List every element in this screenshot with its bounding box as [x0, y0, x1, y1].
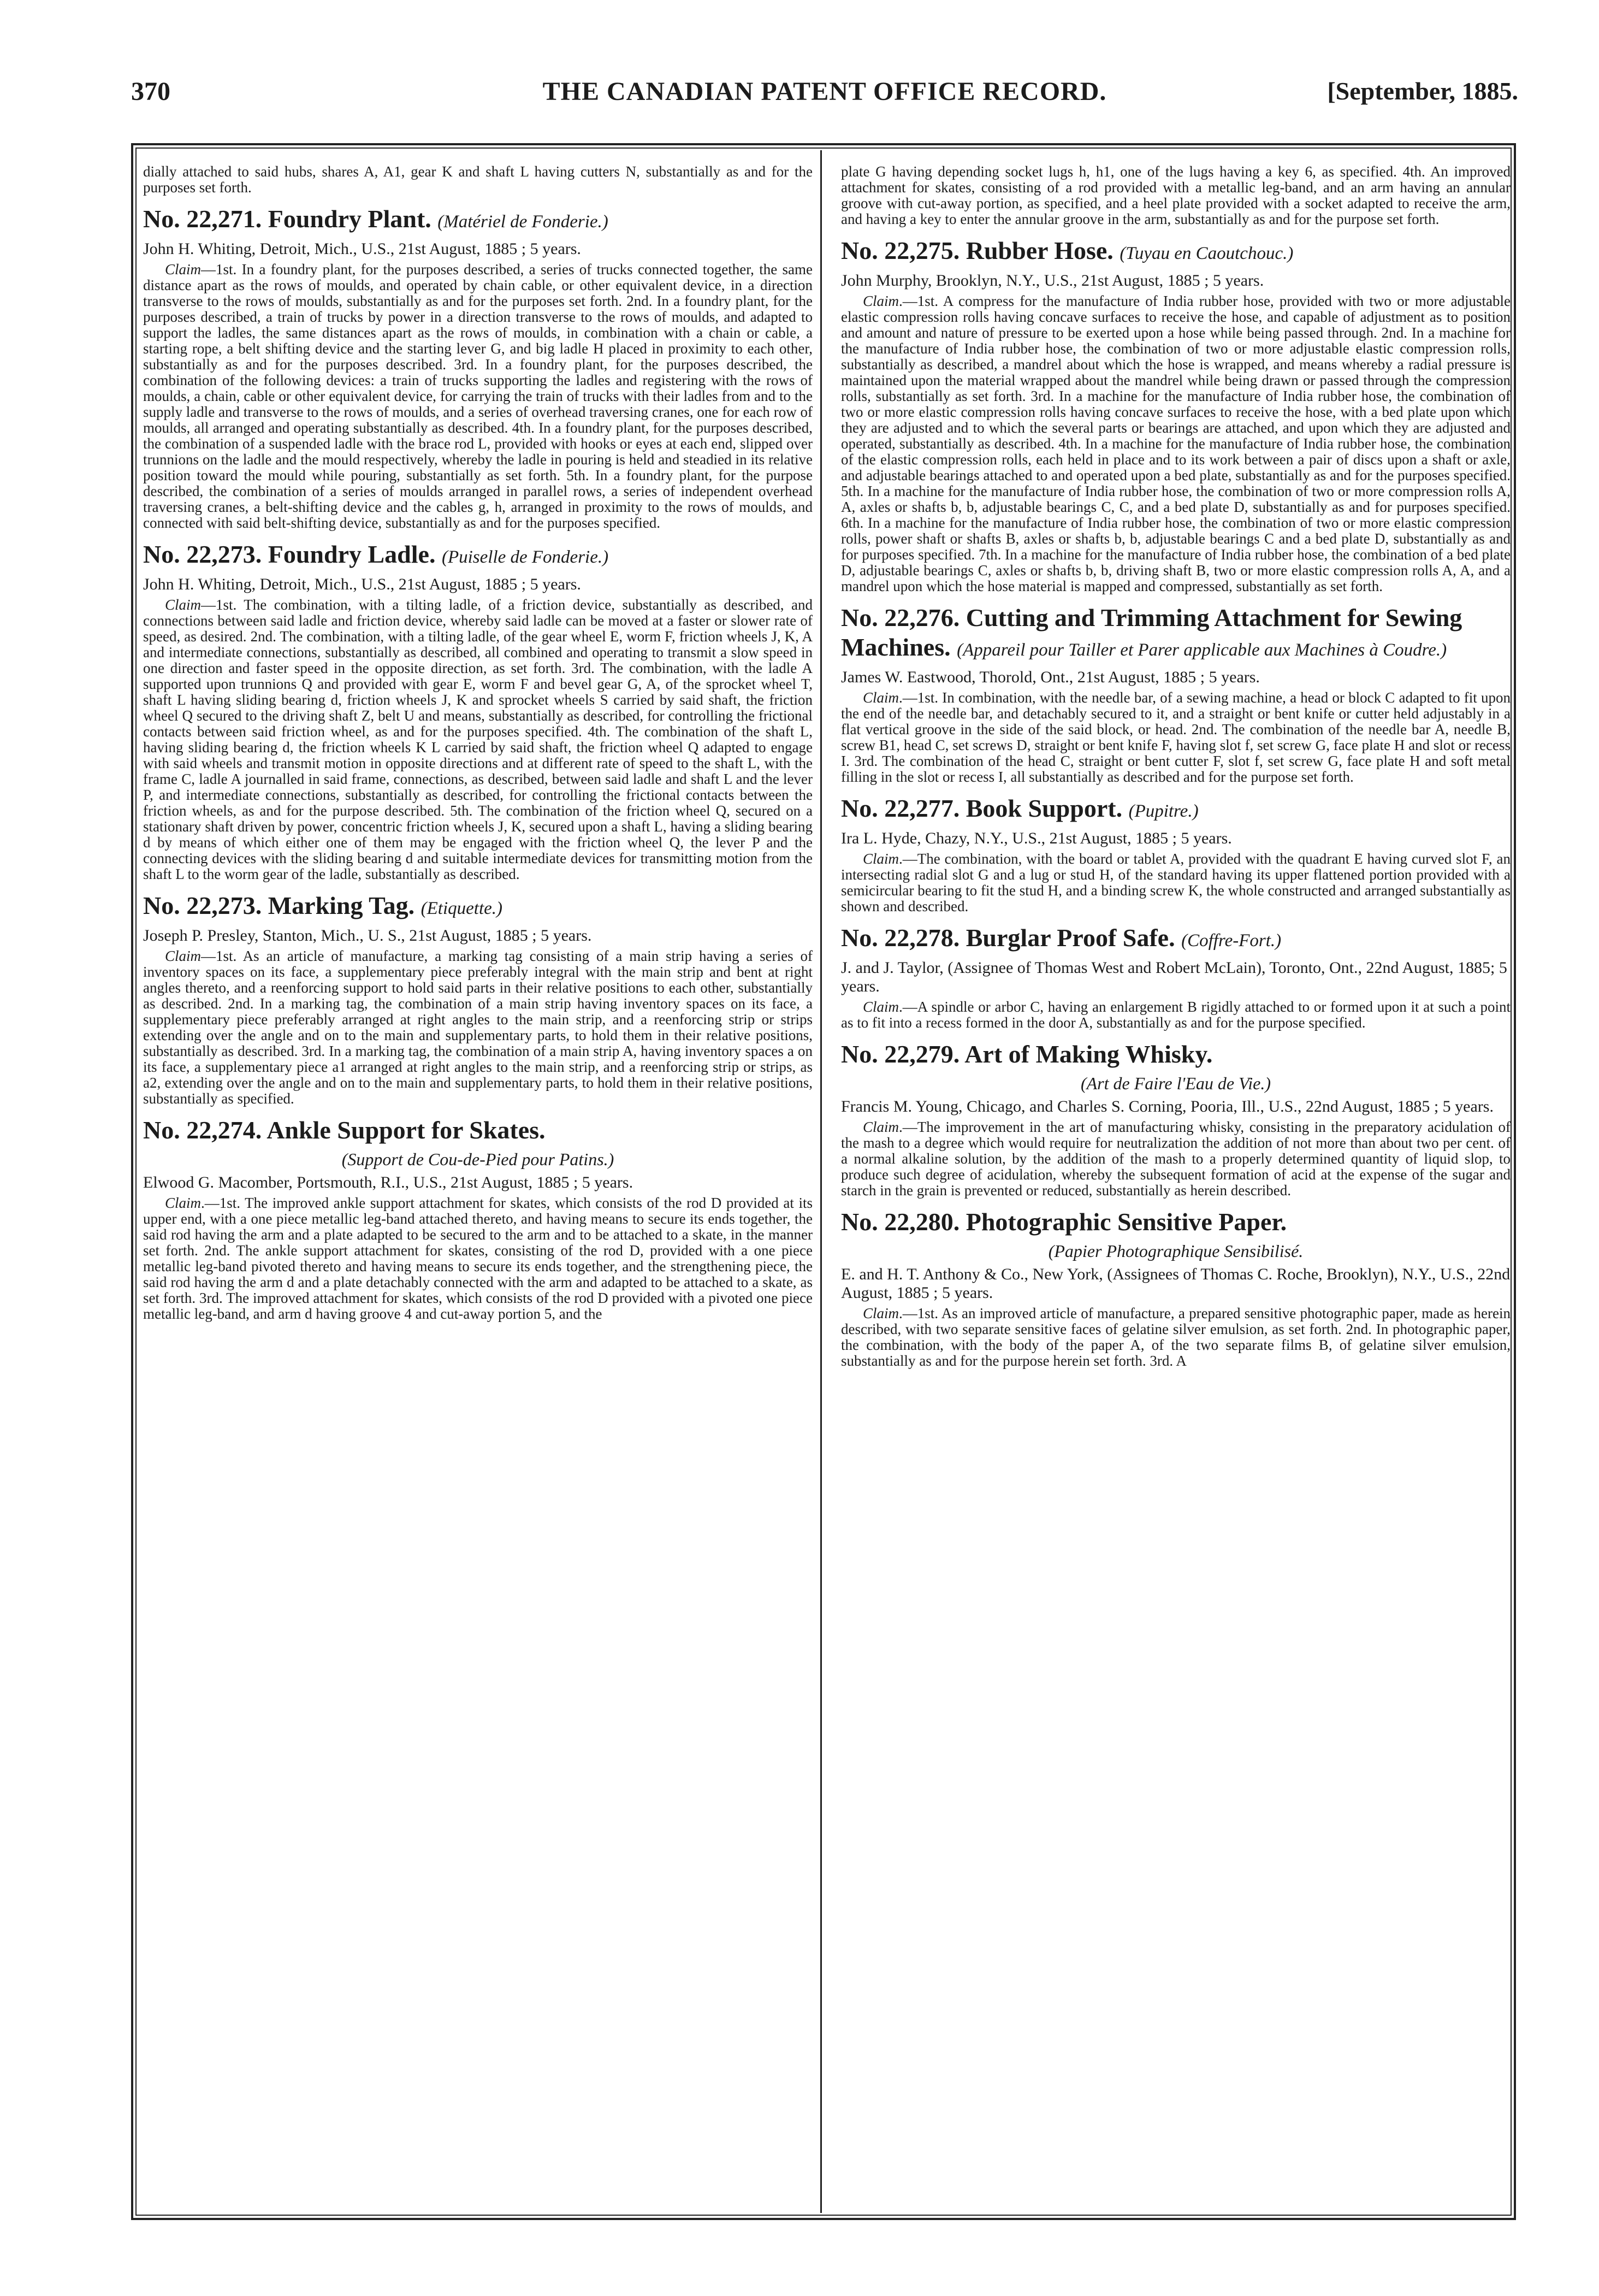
french-title: (Pupitre.) [1128, 801, 1199, 821]
claim-label: Claim [165, 597, 202, 613]
page-header [131, 76, 1518, 126]
claim-label: Claim [165, 261, 202, 278]
claim-body: —1st. In a foundry plant, for the purposes described, a series of trucks connected together, the same distance apart as the rows of moulds, and operated by chain cable, or other equivalent device, in a direction transverse to the rows of moulds, substantially as and for the purposes set forth. 2nd. In a foundry plant, for the purposes described, a train of trucks by power in a direction transverse to the rows of moulds, and adapted to support the ladles, the same distances apart as the rows of moulds, in combination with a chain or cable, a starting rope, a belt shifting device and the starting lever G, and big ladle H placed in proximity to each other, substantially as and for the purposes described. 3rd. In a foundry plant, for the purposes described, the combination of the following devices: a train of trucks supporting the ladles and registering with the rows of moulds, a chain, cable or other equivalent device, for carrying the train of trucks with their ladles from and to the supply ladle and transverse to the rows of moulds, and a series of overhead traversing cranes, one for each row of moulds, all arranged and operating substantially as described. 4th. In a foundry plant, for the purposes described, the combination of a suspended ladle with the brace rod L, provided with hooks or eyes at each end, slipped over trunnions on the ladle and the mould respectively, whereby the ladle in pouring is held and steadied in its relative position toward the mould while pouring, substantially as set forth. 5th. In a foundry plant, for the purpose described, the combination of a series of moulds arranged in parallel rows, a series of independent overhead traversing cranes, a belt-shifting device and the cables g, h, arranged in proximity to the rows of moulds, and connected with said belt-shifting device, substantially as and for the purposes specified. [143, 261, 813, 531]
patent-title: Rubber Hose. [966, 237, 1114, 264]
entry-heading [143, 204, 813, 237]
patent-number: No. 22,273. [143, 540, 262, 568]
entry-heading [841, 236, 1511, 268]
claim-text [841, 293, 1511, 594]
claim-text [143, 262, 813, 531]
patent-title: Burglar Proof Safe. [966, 924, 1175, 952]
claim-text [143, 948, 813, 1107]
patent-number: No. 22,271. [143, 205, 262, 233]
page-number: 370 [131, 77, 170, 106]
french-title: (Puiselle de Fonderie.) [441, 547, 609, 567]
patent-number: No. 22,279. [841, 1040, 960, 1068]
patent-number: No. 22,274. [143, 1116, 262, 1144]
entry-heading [841, 923, 1511, 955]
patent-entry [143, 1115, 813, 1322]
entry-heading [841, 603, 1511, 665]
patent-byline: John H. Whiting, Detroit, Mich., U.S., 21st August, 1885 ; 5 years. [143, 240, 581, 258]
claim-text [841, 851, 1511, 914]
patent-byline: John H. Whiting, Detroit, Mich., U.S., 21st August, 1885 ; 5 years. [143, 575, 581, 593]
patent-title: Marking Tag. [268, 892, 415, 919]
patent-byline: John Murphy, Brooklyn, N.Y., U.S., 21st August, 1885 ; 5 years. [841, 271, 1264, 290]
entry-heading [841, 1040, 1511, 1069]
french-title: (Matériel de Fonderie.) [437, 212, 608, 232]
claim-body: .—The improvement in the art of manufacturing whisky, consisting in the preparatory acidulation of the mash to a degree which would require for neutralization the addition of not more than about two per cent. of a normal alkaline solution, by the addition of the mash to a properly determined quantity of liquid slop, to produce such degree of acidulation, whereby the subsequent formation of acid at the expense of the sugar and starch in the grain is prevented or reduced, substantially as herein described. [841, 1119, 1511, 1199]
patent-entry [143, 540, 813, 882]
claim-text [841, 999, 1511, 1031]
patent-byline: Francis M. Young, Chicago, and Charles S. Corning, Pooria, Ill., U.S., 22nd August, 1885 ; 5 years. [841, 1097, 1494, 1115]
patent-entry [841, 603, 1511, 785]
claim-text [841, 1119, 1511, 1199]
patent-number: No. 22,276. [841, 604, 960, 631]
claim-body: —1st. The combination, with a tilting ladle, of a friction device, substantially as described, and connections between said ladle and friction device, whereby said ladle can be moved at a faster or slower rate of speed, as desired. 2nd. The combination, with a tilting ladle, of the gear wheel E, worm F, friction wheels J, K, A and intermediate connections, substantially as described, all combined and operating to transmit a slow speed in one direction and faster speed in the opposite direction, as set forth. 3rd. The combination, with the ladle A supported upon trunnions Q and provided with gear E, worm F and bevel gear G, A, of the sprocket wheel T, shaft L having sliding bearing d, friction wheels J, K and sprocket wheels S carried by said shaft, the friction wheel Q secured to the driving shaft Z, belt U and means, substantially as described, for controlling the frictional contacts between said friction wheel, as and for the purposes specified. 4th. The combination of the shaft L, having sliding bearing d, the friction wheels K L carried by said shaft, the friction wheel Q adapted to engage with said wheels and transmit motion in opposite directions and at different rate of speed to the shaft L, with the frame C, ladle A journalled in said frame, connections, as described, between said ladle and shaft L and the lever P, and intermediate connections, substantially as described, for controlling the frictional contacts between the friction wheels, as and for the purpose described. 5th. The combination of the friction wheel Q, secured on a stationary shaft driven by power, concentric friction wheels J, K, secured upon a shaft L, having a sliding bearing d by means of which either one of them may be engaged with the friction wheel Q, the lever P and the connecting devices with the sliding bearing d and suitable intermediate devices for transmitting motion from the shaft L to the worm gear of the ladle, substantially as described. [143, 597, 813, 882]
patent-byline: Joseph P. Presley, Stanton, Mich., U. S., 21st August, 1885 ; 5 years. [143, 926, 592, 945]
entry-heading [143, 891, 813, 923]
claim-label: Claim [863, 689, 899, 706]
patent-entry [841, 794, 1511, 914]
patent-byline: Elwood G. Macomber, Portsmouth, R.I., U.S., 21st August, 1885 ; 5 years. [143, 1173, 633, 1191]
claim-body: .—1st. The improved ankle support attachment for skates, which consists of the rod D provided at its upper end, with a one piece metallic leg-band attached thereto, and having means to secure its ends together, the said rod having the arm and a plate adapted to be secured to the arm and to be attached to a skate, in the manner set forth. 2nd. The ankle support attachment for skates, consisting of the rod D, provided with a one piece metallic leg-band pivoted thereto and having means to secure its ends together, and the strengthening piece, the said rod having the arm d and a plate detachably connected with the arm and adapted to be attached to a skate, as set forth. 3rd. The improved attachment for skates, which consists of the rod D provided with a pivoted one piece metallic leg-band, and arm d having groove 4 and cut-away portion 5, and the [143, 1195, 813, 1322]
claim-body: .—The combination, with the board or tablet A, provided with the quadrant E having curved slot F, an intersecting radial slot G and a lug or stud H, of the standard having its upper flattened portion provided with a semicircular bearing to fit the stud H, and a binding screw K, the whole constructed and arranged substantially as shown and described. [841, 851, 1511, 914]
claim-text [841, 1306, 1511, 1369]
claim-text [841, 690, 1511, 785]
claim-body: .—1st. As an improved article of manufacture, a prepared sensitive photographic paper, made as herein described, with two separate sensitive faces of gelatine silver emulsion, as set forth. 2nd. In photographic paper, the combination, with the body of the paper A, of the two separate films B, of gelatine silver emulsion, substantially as and for the purpose herein set forth. 3rd. A [841, 1305, 1511, 1369]
patent-byline: Ira L. Hyde, Chazy, N.Y., U.S., 21st August, 1885 ; 5 years. [841, 829, 1232, 847]
entry-heading [841, 794, 1511, 826]
claim-body: .—1st. In combination, with the needle bar, of a sewing machine, a head or block C adapted to fit upon the end of the needle bar, and detachably secured to it, and a straight or bent knife or cutter held adjustably in a flat vertical groove in the side of the said block, or head. 2nd. The combination of the needle bar A, needle B, screw B1, head C, set screws D, straight or bent knife F, having slot f, set screw G, face plate H and slot or recess I. 3rd. The combination of the head C, straight or bent cutter F, slot f, set screw G, face plate H and soft metal filling in the slot or recess I, all substantially as described and for the purpose set forth. [841, 689, 1511, 785]
claim-body: .—A spindle or arbor C, having an enlargement B rigidly attached to or formed upon it at such a point as to fit into a recess formed in the door A, substantially as and for the purpose specified. [841, 999, 1511, 1031]
entry-heading [841, 1207, 1511, 1237]
claim-label: Claim [863, 293, 899, 309]
left-column [143, 164, 813, 2207]
patent-entry [143, 891, 813, 1107]
claim-text [143, 1195, 813, 1322]
entry-heading [143, 540, 813, 572]
patent-number: No. 22,275. [841, 237, 960, 264]
patent-title: Ankle Support for Skates. [266, 1116, 546, 1144]
patent-entry [841, 923, 1511, 1031]
claim-label: Claim [165, 1195, 202, 1211]
french-title: (Art de Faire l'Eau de Vie.) [1080, 1073, 1271, 1093]
patent-byline: J. and J. Taylor, (Assignee of Thomas West and Robert McLain), Toronto, Ont., 22nd August, 1885; 5 years. [841, 959, 1507, 995]
claim-label: Claim [165, 948, 202, 964]
column-divider [820, 150, 822, 2213]
patent-entry [841, 236, 1511, 594]
french-title: (Etiquette.) [421, 899, 503, 918]
patent-entry [841, 1040, 1511, 1199]
patent-number: No. 22,280. [841, 1208, 960, 1236]
patent-number: No. 22,278. [841, 924, 960, 952]
patent-number: No. 22,273. [143, 892, 262, 919]
patent-title: Photographic Sensitive Paper. [966, 1208, 1287, 1236]
claim-body: —1st. As an article of manufacture, a marking tag consisting of a main strip having a series of inventory spaces on its face, a supplementary piece preferably integral with the main strip and bent at right angles thereto, and a reenforcing support to hold said parts in their relative positions to each other, substantially as described. 2nd. In a marking tag, the combination of a main strip having inventory spaces on its face, a supplementary piece preferably arranged at right angles to the main strip, and a reenforcing strip or strips extending over the angle and on to the main and supplementary parts, to hold them in their relative positions, substantially as described. 3rd. In a marking tag, the combination of a main strip A, having inventory spaces a on its face, a supplementary piece a1 arranged at right angles to the main strip, and a reenforcing strip or strips, as a2, extending over the angle and on to the main and supplementary parts, to hold them in their relative positions, substantially as specified. [143, 948, 813, 1107]
running-title: THE CANADIAN PATENT OFFICE RECORD. [542, 77, 1107, 106]
claim-label: Claim [863, 851, 899, 867]
patent-byline: James W. Eastwood, Thorold, Ont., 21st August, 1885 ; 5 years. [841, 668, 1260, 686]
entry-heading [143, 1115, 813, 1145]
french-title: (Tuyau en Caoutchouc.) [1120, 244, 1294, 263]
patent-title: Foundry Ladle. [268, 540, 436, 568]
french-title: (Papier Photographique Sensibilisé. [1048, 1241, 1304, 1261]
patent-title: Cutting and Trimming Attachment for Sewing Machines. [841, 604, 1462, 661]
patent-number: No. 22,277. [841, 794, 960, 822]
claim-label: Claim [863, 1119, 899, 1135]
claim-text [143, 597, 813, 882]
patent-entry [143, 204, 813, 531]
french-title: (Support de Cou-de-Pied pour Patins.) [341, 1149, 614, 1169]
patent-entry [841, 1207, 1511, 1369]
patent-title: Foundry Plant. [268, 205, 431, 233]
claim-label: Claim [863, 1305, 899, 1321]
issue-date: [September, 1885. [1327, 77, 1518, 105]
french-title: (Appareil pour Tailler et Parer applicable aux Machines à Coudre.) [957, 640, 1447, 660]
claim-label: Claim [863, 999, 899, 1015]
carryover-text: dially attached to said hubs, shares A, A1, gear K and shaft L having cutters N, substantially as and for the purposes set forth. [143, 164, 813, 196]
french-title: (Coffre-Fort.) [1181, 931, 1282, 951]
right-column [841, 164, 1511, 2207]
patent-title: Book Support. [966, 794, 1123, 822]
claim-body: .—1st. A compress for the manufacture of India rubber hose, provided with two or more adjustable elastic compression rolls having concave surfaces to receive the hose, and capable of adjustment as to position and amount and nature of pressure to be exerted upon a hose while being passed through. 2nd. In a machine for the manufacture of India rubber hose, the combination of two or more adjustable elastic compression rolls, substantially as described, a mandrel about which the hose is wrapped, and means whereby a radial pressure is maintained upon the material wrapped about the mandrel while being drawn or passed through the compression rolls, substantially as set forth. 3rd. In a machine for the manufacture of India rubber hose, the combination of two or more elastic compression rolls having concave surfaces to receive the hose, with a bed plate upon which they are adjusted and to which the several parts or bearings are attached, and upon which they are adjusted and operated, substantially as described. 4th. In a machine for the manufacture of India rubber hose, the combination of the elastic compression rolls, each held in place and to its work between a pair of discs upon a shaft or axle, and adjustable bearings attached to and operated upon a bed plate, substantially as and for the purposes specified. 5th. In a machine for the manufacture of India rubber hose, the combination of two or more compression rolls A, A, axles or shafts b, b, adjustable bearings C, C, and a bed plate D, substantially as and for purposes specified. 6th. In a machine for the manufacture of India rubber hose, the combination of two or more elastic compression rolls, power shaft or shafts B, axles or shafts b, b, adjustable bearings C and a bed plate D, substantially as and for purposes specified. 7th. In a machine for the manufacture of India rubber hose, the combination of a bed plate D, adjustable bearings C, axles or shafts b, b, driving shaft B, two or more elastic compression rolls A, A, and a mandrel upon which the hose material is mapped and compressed, substantially as set forth. [841, 293, 1511, 594]
patent-title: Art of Making Whisky. [964, 1040, 1213, 1068]
carryover-text: plate G having depending socket lugs h, h1, one of the lugs having a key 6, as specified. 4th. An improved attachment for skates, consisting of a rod provided with a metallic leg-band, and an arm having an annular groove with cut-away portion, as specified, and a heel plate provided with a socket adapted to receive the arm, and having a key to enter the annular groove in the arm, substantially as and for the purpose set forth. [841, 164, 1511, 227]
patent-byline: E. and H. T. Anthony & Co., New York, (Assignees of Thomas C. Roche, Brooklyn), N.Y., U.S., 22nd August, 1885 ; 5 years. [841, 1265, 1511, 1302]
